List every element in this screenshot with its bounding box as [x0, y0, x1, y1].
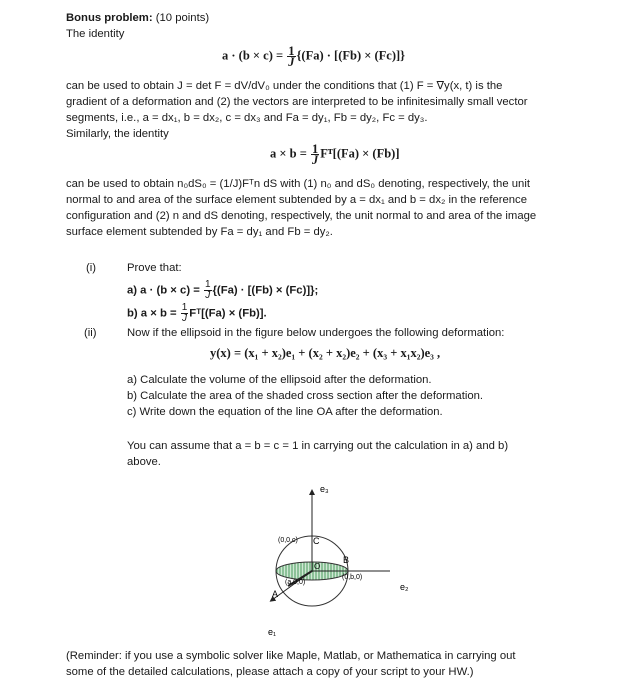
- prove-item-a: [127, 280, 318, 301]
- prove-b-rhs: Fᵀ[(Fa) × (Fb)].: [189, 307, 267, 320]
- origin-label: O: [314, 562, 321, 571]
- problem-points: (10 points): [155, 12, 210, 24]
- point-c-label: C: [313, 536, 320, 546]
- point-a-label: A: [272, 589, 279, 599]
- para2-line-1: can be used to obtain n₀dS₀ = (1/J)Fᵀn dS with (1) n₀ and dS₀ denoting, respectively, the unit: [66, 178, 530, 190]
- point-c-coords: (0,0,c): [278, 537, 298, 544]
- point-b-coords: (0,b,0): [342, 574, 363, 581]
- e3-label: e₃: [320, 484, 329, 494]
- eq2-rhs: Fᵀ[(Fa) × (Fb)]: [320, 146, 400, 161]
- problem-heading: [66, 10, 209, 26]
- prove-a-denominator: J: [205, 290, 211, 301]
- prove-b-fraction: [181, 303, 189, 324]
- e2-label: e₂: [400, 582, 409, 592]
- para1-line-3: segments, i.e., a = dx₁, b = dx₂, c = dx₃ and Fa = dy₁, Fb = dy₂, Fc = dy₃.: [66, 112, 428, 124]
- para1-line-1: can be used to obtain J = det F = dV/dV₀ under the conditions that (1) F = ∇y(x, t) is the: [66, 80, 503, 92]
- para2-line-2: normal to and area of the surface element subtended by a = dx₁ and b = dx₂ in the reference: [66, 194, 527, 206]
- eq1-lhs: a · (b × c) =: [222, 48, 287, 63]
- prove-b-numerator: 1: [181, 302, 188, 313]
- reminder-line-1: (Reminder: if you use a symbolic solver like Maple, Matlab, or Mathematica in carrying out: [66, 650, 516, 662]
- part-i-label: (i): [86, 262, 97, 274]
- task-b: b) Calculate the area of the shaded cross section after the deformation.: [127, 390, 484, 402]
- similarly-text: Similarly, the identity: [66, 128, 169, 140]
- para2-line-4: surface element subtended by Fa = dy₁ and Fb = dy₂.: [66, 226, 333, 238]
- prove-item-b: [127, 303, 267, 324]
- prove-a-rhs: {(Fa) · [(Fb) × (Fc)]};: [212, 284, 319, 297]
- part-ii-label: (ii): [84, 327, 97, 339]
- eq1-numerator: 1: [288, 44, 295, 58]
- task-a: a) Calculate the volume of the ellipsoid after the deformation.: [127, 374, 432, 386]
- eq1-denominator: J: [288, 55, 295, 69]
- prove-a-prefix: a) a · (b × c) =: [127, 284, 203, 297]
- para2-line-3: configuration and (2) n and dS denoting, respectively, the unit normal to and area of the image: [66, 210, 537, 222]
- ellipsoid-figure: [240, 478, 440, 638]
- problem-title: Bonus problem:: [66, 12, 153, 24]
- prove-b-denominator: J: [182, 313, 188, 324]
- part-ii-text: Now if the ellipsoid in the figure below undergoes the following deformation:: [127, 327, 505, 339]
- eq1-fraction: [287, 46, 295, 67]
- assume-line-1: You can assume that a = b = c = 1 in carrying out the calculation in a) and b): [127, 440, 509, 452]
- prove-b-prefix: b) a × b =: [127, 307, 180, 320]
- intro-text: The identity: [66, 28, 125, 40]
- prove-that-text: Prove that:: [127, 262, 182, 274]
- e1-label: e₁: [268, 627, 277, 637]
- prove-a-numerator: 1: [204, 279, 211, 290]
- prove-a-fraction: [204, 280, 212, 301]
- eq2-fraction: [311, 144, 319, 165]
- assume-line-2: above.: [127, 456, 161, 468]
- eq2-lhs: a × b =: [270, 146, 310, 161]
- point-a-coords: (a,0,0): [285, 579, 306, 586]
- deformation-equation: y(x) = (x₁ + x₂)e₁ + (x₂ + x₂)e₂ + (x₃ + x₁x₂)e₃ ,: [210, 346, 441, 360]
- reminder-line-2: some of the detailed calculations, please attach a copy of your script to your HW.): [66, 666, 474, 678]
- para1-line-2: gradient of a deformation and (2) the vectors are interpreted to be infinitesimally small vector: [66, 96, 528, 108]
- point-b-label: B: [343, 555, 350, 565]
- task-c: c) Write down the equation of the line OA after the deformation.: [127, 406, 443, 418]
- eq1-rhs: {(Fa) · [(Fb) × (Fc)]}: [296, 48, 406, 63]
- identity-equation-2: [270, 144, 399, 165]
- eq2-numerator: 1: [311, 142, 319, 156]
- eq2-denominator: J: [311, 153, 319, 167]
- identity-equation-1: [222, 46, 405, 67]
